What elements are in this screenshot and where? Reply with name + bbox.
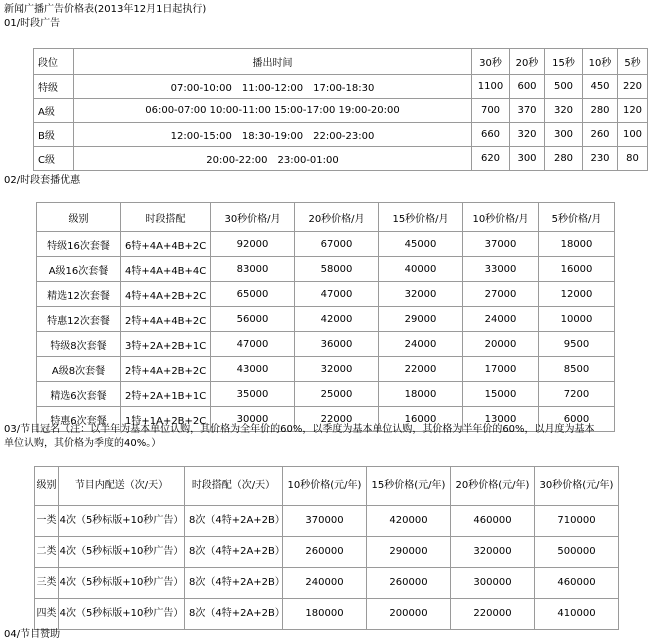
- table-cell: 特级16次套餐: [37, 232, 121, 257]
- table-cell: 06:00-07:00 10:00-11:00 15:00-17:00 19:00-20:00: [74, 99, 472, 123]
- table-header-row: [34, 49, 648, 75]
- table-cell: 7200: [539, 382, 615, 407]
- header-cell: 10秒: [583, 49, 618, 75]
- table-row: [34, 75, 648, 99]
- table-header-row: [37, 203, 615, 232]
- page-title: 新闻广播广告价格表(2013年12月1日起执行): [4, 4, 207, 15]
- table-cell: 410000: [535, 599, 619, 630]
- table-cell: 67000: [295, 232, 379, 257]
- section4-heading: 04/节目赞助: [4, 629, 61, 640]
- header-cell: 时段搭配: [121, 203, 211, 232]
- table-cell: 300: [545, 123, 583, 147]
- table-cell: 500000: [535, 537, 619, 568]
- table-cell: 10000: [539, 307, 615, 332]
- table-cell: 290000: [367, 537, 451, 568]
- header-cell: 15秒价格/月: [379, 203, 463, 232]
- table-row: [37, 382, 615, 407]
- table-cell: 17000: [463, 357, 539, 382]
- header-cell: 段位: [34, 49, 74, 75]
- table-cell: 35000: [211, 382, 295, 407]
- table-cell: 20:00-22:00 23:00-01:00: [74, 147, 472, 171]
- section3-note-line1: 03/节目冠名（注：以半年为基本单位认购，其价格为全年价的60%，以季度为基本单位认购，其价格为半年价的60%，以月度为基本: [4, 424, 595, 435]
- table-cell: 2特+2A+1B+1C: [121, 382, 211, 407]
- header-cell: 30秒价格/月: [211, 203, 295, 232]
- table-cell: 1特+1A+2B+2C: [121, 407, 211, 432]
- table-cell: 280: [545, 147, 583, 171]
- table-cell: 92000: [211, 232, 295, 257]
- table-cell: 18000: [539, 232, 615, 257]
- table-cell: 1100: [472, 75, 510, 99]
- table-cell: 45000: [379, 232, 463, 257]
- table-cell: A级8次套餐: [37, 357, 121, 382]
- table-cell: 260000: [283, 537, 367, 568]
- table-cell: 240000: [283, 568, 367, 599]
- header-cell: 时段搭配（次/天）: [185, 467, 283, 506]
- table-cell: 8次（4特+2A+2B）: [185, 537, 283, 568]
- header-cell: 20秒价格(元/年): [451, 467, 535, 506]
- table-cell: 36000: [295, 332, 379, 357]
- table-cell: 600: [510, 75, 545, 99]
- table-cell: 320: [510, 123, 545, 147]
- header-cell: 20秒: [510, 49, 545, 75]
- section2-heading: 02/时段套播优惠: [4, 175, 81, 186]
- header-cell: 15秒价格(元/年): [367, 467, 451, 506]
- header-cell: 20秒价格/月: [295, 203, 379, 232]
- table-cell: 4次（5秒标版+10秒广告）: [59, 599, 185, 630]
- table-cell: 65000: [211, 282, 295, 307]
- table-cell: 460000: [535, 568, 619, 599]
- table-cell: 4次（5秒标版+10秒广告）: [59, 506, 185, 537]
- table-row: [34, 147, 648, 171]
- header-cell: 级别: [35, 467, 59, 506]
- table-cell: 42000: [295, 307, 379, 332]
- table-row: [37, 282, 615, 307]
- table-cell: 32000: [295, 357, 379, 382]
- table-cell: 四类: [35, 599, 59, 630]
- table-cell: 8次（4特+2A+2B）: [185, 568, 283, 599]
- table-cell: 6特+4A+4B+2C: [121, 232, 211, 257]
- table-cell: 58000: [295, 257, 379, 282]
- package-discount-table: [36, 202, 615, 432]
- header-cell: 5秒价格/月: [539, 203, 615, 232]
- table-cell: 32000: [379, 282, 463, 307]
- table-cell: 16000: [379, 407, 463, 432]
- table-cell: 420000: [367, 506, 451, 537]
- table-cell: 二类: [35, 537, 59, 568]
- table-cell: 9500: [539, 332, 615, 357]
- table-cell: 180000: [283, 599, 367, 630]
- table-cell: 4次（5秒标版+10秒广告）: [59, 537, 185, 568]
- table-cell: 37000: [463, 232, 539, 257]
- table-row: [37, 307, 615, 332]
- table-row: [37, 232, 615, 257]
- table-cell: B级: [34, 123, 74, 147]
- header-cell: 级别: [37, 203, 121, 232]
- table-cell: 20000: [463, 332, 539, 357]
- table-cell: 40000: [379, 257, 463, 282]
- table-cell: 4特+4A+4B+4C: [121, 257, 211, 282]
- table-cell: 320: [545, 99, 583, 123]
- table-cell: 30000: [211, 407, 295, 432]
- table-cell: 24000: [463, 307, 539, 332]
- header-cell: 节目内配送（次/天）: [59, 467, 185, 506]
- table-cell: 300: [510, 147, 545, 171]
- table-cell: 8次（4特+2A+2B）: [185, 599, 283, 630]
- table-cell: 300000: [451, 568, 535, 599]
- table-cell: 200000: [367, 599, 451, 630]
- table-cell: A级: [34, 99, 74, 123]
- table-cell: 43000: [211, 357, 295, 382]
- header-cell: 播出时间: [74, 49, 472, 75]
- table-cell: 370: [510, 99, 545, 123]
- table-cell: 27000: [463, 282, 539, 307]
- table-cell: 18000: [379, 382, 463, 407]
- table-cell: 24000: [379, 332, 463, 357]
- table-cell: 280: [583, 99, 618, 123]
- table-cell: 83000: [211, 257, 295, 282]
- table-cell: 8次（4特+2A+2B）: [185, 506, 283, 537]
- table-row: [34, 123, 648, 147]
- table-cell: 一类: [35, 506, 59, 537]
- table-cell: 13000: [463, 407, 539, 432]
- table-cell: 710000: [535, 506, 619, 537]
- table-cell: 220: [618, 75, 648, 99]
- table-cell: 25000: [295, 382, 379, 407]
- table-cell: 8500: [539, 357, 615, 382]
- table-cell: 4次（5秒标版+10秒广告）: [59, 568, 185, 599]
- table-cell: 精选12次套餐: [37, 282, 121, 307]
- table-cell: 450: [583, 75, 618, 99]
- table-cell: 56000: [211, 307, 295, 332]
- table-cell: 220000: [451, 599, 535, 630]
- table-cell: 07:00-10:00 11:00-12:00 17:00-18:30: [74, 75, 472, 99]
- table-cell: 22000: [295, 407, 379, 432]
- table-cell: 15000: [463, 382, 539, 407]
- table-cell: 620: [472, 147, 510, 171]
- table-cell: 660: [472, 123, 510, 147]
- table-cell: 500: [545, 75, 583, 99]
- table-cell: 特惠12次套餐: [37, 307, 121, 332]
- header-cell: 10秒价格(元/年): [283, 467, 367, 506]
- table-cell: 特惠6次套餐: [37, 407, 121, 432]
- header-cell: 5秒: [618, 49, 648, 75]
- table-cell: 特级8次套餐: [37, 332, 121, 357]
- table-cell: A级16次套餐: [37, 257, 121, 282]
- table-cell: 120: [618, 99, 648, 123]
- table-row: [35, 599, 619, 630]
- header-cell: 15秒: [545, 49, 583, 75]
- table-cell: 22000: [379, 357, 463, 382]
- table-header-row: [35, 467, 619, 506]
- table-cell: 260000: [367, 568, 451, 599]
- table-cell: 33000: [463, 257, 539, 282]
- section1-heading: 01/时段广告: [4, 18, 61, 29]
- table-cell: 47000: [295, 282, 379, 307]
- table-cell: 29000: [379, 307, 463, 332]
- header-cell: 30秒: [472, 49, 510, 75]
- table-cell: 精选6次套餐: [37, 382, 121, 407]
- table-cell: 6000: [539, 407, 615, 432]
- program-naming-table: [34, 466, 619, 630]
- table-cell: 80: [618, 147, 648, 171]
- table-cell: 370000: [283, 506, 367, 537]
- table-cell: 260: [583, 123, 618, 147]
- section3-note-line2: 单位认购，其价格为季度的40%。）: [4, 438, 162, 449]
- header-cell: 30秒价格(元/年): [535, 467, 619, 506]
- table-cell: 三类: [35, 568, 59, 599]
- table-cell: 47000: [211, 332, 295, 357]
- table-cell: 460000: [451, 506, 535, 537]
- table-row: [37, 332, 615, 357]
- table-row: [37, 257, 615, 282]
- table-cell: 700: [472, 99, 510, 123]
- table-row: [34, 99, 648, 123]
- table-cell: 16000: [539, 257, 615, 282]
- table-cell: 320000: [451, 537, 535, 568]
- table-cell: 4特+4A+2B+2C: [121, 282, 211, 307]
- table-row: [35, 537, 619, 568]
- table-cell: 230: [583, 147, 618, 171]
- header-cell: 10秒价格/月: [463, 203, 539, 232]
- table-cell: 特级: [34, 75, 74, 99]
- table-cell: 3特+2A+2B+1C: [121, 332, 211, 357]
- table-cell: C级: [34, 147, 74, 171]
- table-cell: 100: [618, 123, 648, 147]
- table-cell: 12000: [539, 282, 615, 307]
- table-cell: 2特+4A+4B+2C: [121, 307, 211, 332]
- time-slot-ad-table: [33, 48, 648, 171]
- table-row: [37, 357, 615, 382]
- table-cell: 12:00-15:00 18:30-19:00 22:00-23:00: [74, 123, 472, 147]
- table-row: [35, 506, 619, 537]
- table-row: [35, 568, 619, 599]
- table-cell: 2特+4A+2B+2C: [121, 357, 211, 382]
